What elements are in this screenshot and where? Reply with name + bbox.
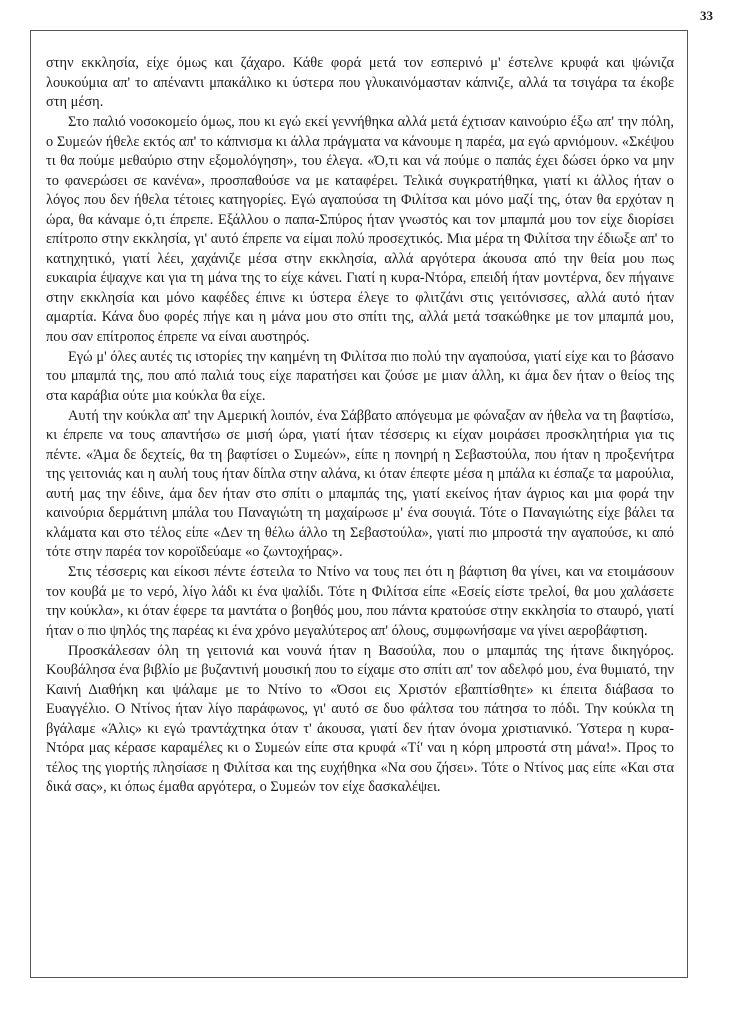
body-text bbox=[46, 54, 674, 798]
paragraph: Προσκάλεσαν όλη τη γειτονιά και νουνά ήταν η Βασούλα, που ο μπαμπάς της ήτανε δικηγόρος. Κουβάλησα ένα βιβλίο με βυζαντινή μουσική που το είχαμε στο σπίτι απ' τον αδελφό μου, ένα θυμιατό, την Καινή Διαθήκη και ψάλαμε με το Ντίνο το «Όσοι εις Χριστόν εβαπτίσθητε» κι έπειτα διάβασα το Ευαγγέλιο. Ο Ντίνος ήταν λίγο παράφωνος, γι' αυτό σε δυο φάλτσα του πάτησα το πόδι. Την κούκλα τη βγάλαμε «Άλις» κι εγώ τραντάχτηκα όταν τ' άκουσα, γιατί δεν ήταν όνομα χριστιανικό. Ύστερα η κυρα-Ντόρα μας κέρασε καραμέλες κι ο Συμεών είπε στα κρυφά «Τί' ναι η κόρη μπροστά στη μάνα!». Προς το τέλος της γιορτής πλησίασε η Φιλίτσα και της ευχήθηκα «Να σου ζήσει». Τότε ο Ντίνος μας είπε «Και στα δικά σας», κι όπως έμαθα αργότερα, ο Συμεών τον είχε δασκαλέψει. bbox=[46, 642, 674, 795]
paragraph: Εγώ μ' όλες αυτές τις ιστορίες την καημένη τη Φιλίτσα πιο πολύ την αγαπούσα, γιατί είχε και το βάσανο του μπαμπά της, που από παλιά τους είχε παρατήσει και ζούσε με μιαν άλλη, κι άμα δεν ήταν ο θείος της στα καράβια ούτε μια κούκλα θα είχε. bbox=[46, 348, 674, 404]
paragraph: στην εκκλησία, είχε όμως και ζάχαρο. Κάθε φορά μετά τον εσπερινό μ' έστελνε κρυφά και ψώνιζα λουκούμια απ' το απέναντι μπακάλικο κι ύστερα που γλυκαινόμασταν κάπνιζε, αλλά τα τσιγάρα τα έκοβε στη μέση. bbox=[46, 55, 674, 110]
paragraph: Στο παλιό νοσοκομείο όμως, που κι εγώ εκεί γεννήθηκα αλλά μετά έχτισαν καινούριο έξω απ' την πόλη, ο Συμεών ήθελε εκτός απ' το κάπνισμα κι άλλα πράγματα να κάνουμε η παρέα, μα εγώ αρνιόμουν. «Σκέψου τι θα πούμε μεθαύριο στην εξομολόγηση», του έλεγα. «Ό,τι και νά πούμε ο παπάς έχει δώσει όρκο να μην το φανερώσει σε κανένα», προσπαθούσε να με καταφέρει. Τελικά συγκρατήθηκα, γιατί κι άλλος ήταν ο λόγος που δεν ήθελα τέτοιες κατηγορίες. Εγώ αγαπούσα τη Φιλίτσα και μόνο μαζί της, όταν θα ερχόταν η ώρα, θα κάναμε ό,τι έπρεπε. Εξάλλου ο παπα-Σπύρος ήταν γνωστός και τον μπαμπά μου τον είχε διορίσει επίτροπο στην εκκλησία, γι' αυτό έπρεπε να είμαι πολύ προσεχτικός. Μια μέρα τη Φιλίτσα την έδιωξε απ' το κατηχητικό, γιατί λέει, χαχάνιζε μέσα στην εκκλησία, αλλά αργότερα άκουσα από την θεία μου πως ευκαιρία έψαχνε και για τη μάνα της το είχε κάνει. Γιατί η κυρα-Ντόρα, επειδή ήταν μοντέρνα, δεν πήγαινε στην εκκλησία και μόνο καφέδες έπινε κι ύστερα έλεγε το φλιτζάνι στις γειτόνισσες, αλλά αυτό ήταν αμαρτία. Κάνα δυο φορές πήγε και η μάνα μου στο σπίτι της, αλλά μετά τσακώθηκε με τον μπαμπά μου, που σαν επίτροπος έπρεπε να είναι αυστηρός. bbox=[46, 114, 674, 345]
paragraph: Στις τέσσερις και είκοσι πέντε έστειλα το Ντίνο να τους πει ότι η βάφτιση θα γίνει, και να ετοιμάσουν τον κουβά με το νερό, λίγο λάδι κι ένα ψαλίδι. Τότε η Φιλίτσα είπε «Εσείς είστε τρελοί, θα μου χαλάσετε την κούκλα», κι όταν έφερε τα μαντάτα ο βοηθός μου, που πάντα κρατούσε στην εκκλησία το σταυρό, γιατί ήταν ο πιο ψηλός της παρέας κι ένα χρόνο μεγαλύτερος απ' όλους, συμφωνήσαμε να γίνει αεροβάφτιση. bbox=[46, 564, 674, 639]
paragraph: Αυτή την κούκλα απ' την Αμερική λοιπόν, ένα Σάββατο απόγευμα με φώναξαν αν ήθελα να τη βαφτίσω, κι έπρεπε να τους απαντήσω σε μισή ώρα, γιατί ήταν τέσσερις κι είχαν μοιράσει προσκλητήρια για τις πέντε. «Άμα δε δεχτείς, θα τη βαφτίσει ο Συμεών», είπε η πονηρή η Σεβαστούλα, που ήταν η προξενήτρα της γειτονιάς και η αυλή τους ήταν δίπλα στην αλάνα, κι όταν έπεφτε μέσα η μπάλα κι έσπαζε τα μαρούλια, αυτή μας την έδινε, άμα δεν ήταν στο σπίτι ο μπαμπάς της, γιατί εκείνος ήταν άγριος και μια φορά την καινούρια δερμάτινη μπάλα του Παναγιώτη τη μαχαίρωσε μ' ένα σουγιά. Τότε ο Παναγιώτης είχε βάλει τα κλάματα και στο τέλος είπε «Δεν τη θέλω άλλο τη Σεβαστούλα», γιατί πιο μπροστά την αγαπούσε, κι από τότε στην παρέα τον κοροϊδεύαμε «ο ζωντοχήρας». bbox=[46, 407, 674, 560]
page-number: 33 bbox=[700, 8, 713, 23]
